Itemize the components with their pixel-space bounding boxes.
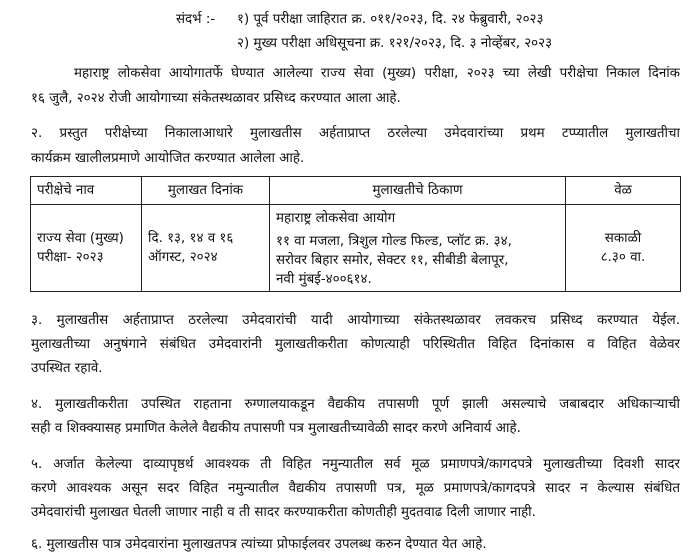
para5-line-3: उमेदवारांची मुलाखत घेतली जाणार नाही व ती सादर करण्याकरीता कोणतीही मुदतवाढ दिली जाणार नाही. (31, 505, 536, 520)
para6-line-1: ६. मुलाखतीस पात्र उमेदवारांना मुलाखतपत्र त्यांच्या प्रोफाईलवर उपलब्ध करुन देण्यात येत आहे. (31, 537, 487, 552)
header-interview-date: मुलाखत दिनांक (142, 177, 270, 205)
exam-name-line-2: परीक्षा- २०२३ (37, 250, 104, 265)
para3-line-2: मुलाखतीच्या अनुषंगाने संबंधित उमेदवारांनी मुलाखतीकरीता कोणत्याही परिस्थितीत विहित दिनांकास व विहित वेळेवर (31, 337, 680, 352)
para5-line-2: करणे आवश्यक असून सदर विहित नमुन्यातील वैद्यकीय तपासणी पत्र, मूळ प्रमाणपत्रे/कागदपत्रे सादर न केल्यास संबंधित (31, 481, 680, 496)
para3-line-1: ३. मुलाखतीस अर्हताप्राप्त ठरलेल्या उमेदवारांची यादी आयोगाच्या संकेतस्थळावर लवकरच प्रसिध्द करण्यात येईल. (31, 313, 680, 328)
reference-line-1: १) पूर्व परीक्षा जाहिरात क्र. ०११/२०२३, दि. २४ फेब्रुवारी, २०२३ (237, 12, 544, 27)
time-line-1: सकाळी (604, 231, 642, 246)
intro-line-1: महाराष्ट्र लोकसेवा आयोगातर्फे घेण्यात आलेल्या राज्य सेवा (मुख्य) परीक्षा, २०२३ च्या लेखी परीक्षेचा निकाल दिनांक (74, 66, 680, 81)
venue-line-1: महाराष्ट्र लोकसेवा आयोग (276, 211, 396, 226)
venue-line-2: ११ वा मजला, त्रिशुल गोल्ड फिल्ड, प्लॉट क्र. ३४, (276, 234, 512, 249)
reference-label: संदर्भ :- (176, 12, 216, 27)
para2-line-2: कार्यक्रम खालीलप्रमाणे आयोजित करण्यात आलेला आहे. (31, 151, 305, 166)
cell-exam-name (31, 205, 142, 292)
header-exam-name: परीक्षेचे नाव (31, 177, 142, 205)
cell-interview-date (142, 205, 270, 292)
para4-line-1: ४. मुलाखतीकरीता उपस्थित राहताना रुग्णालयाकडून वैद्यकीय तपासणी पूर्ण झाली असल्याचे जबाबदार अधिकाऱ्याची (31, 397, 680, 412)
reference-line-2: २) मुख्य परीक्षा अधिसूचना क्र. १२१/२०२३, दि. ३ नोव्हेंबर, २०२३ (237, 36, 553, 51)
interview-schedule-table (30, 176, 681, 292)
cell-time (566, 205, 681, 292)
para4-line-2: सही व शिक्क्यासह प्रमाणित केलेले वैद्यकीय तपासणी पत्र मुलाखतीच्यावेळी सादर करणे अनिवार्य आहे. (31, 421, 521, 436)
intro-line-2: १६ जुलै, २०२४ रोजी आयोगाच्या संकेतस्थळावर प्रसिध्द करण्यात आला आहे. (31, 91, 401, 106)
time-line-2: ८.३० वा. (600, 250, 646, 265)
cell-interview-venue (270, 205, 566, 292)
venue-line-4: नवी मुंबई-४००६१४. (276, 272, 372, 287)
date-line-1: दि. १३, १४ व १६ (148, 231, 234, 246)
para2-line-1: २. प्रस्तुत परीक्षेच्या निकालाआधारे मुलाखतीस अर्हताप्राप्त ठरलेल्या उमेदवारांच्या प्रथम टप्प्यातील मुलाखतीचा (31, 126, 680, 141)
exam-name-line-1: राज्य सेवा (मुख्य) (37, 231, 124, 246)
header-time: वेळ (566, 177, 681, 205)
table-header-row (31, 177, 681, 205)
header-interview-venue: मुलाखतीचे ठिकाण (270, 177, 566, 205)
table-row (31, 205, 681, 292)
venue-line-3: सरोवर बिहार समोर, सेक्टर ११, सीबीडी बेलापूर, (276, 253, 509, 268)
date-line-2: ऑगस्ट, २०२४ (148, 250, 218, 265)
para3-line-3: उपस्थित रहावे. (31, 361, 103, 376)
para5-line-1: ५. अर्जात केलेल्या दाव्यापृष्ठर्थ आवश्यक ती विहित नमुन्यातील सर्व मूळ प्रमाणपत्रे/कागदपत्रे मुलाखतीच्या दिवशी सादर (31, 457, 680, 472)
